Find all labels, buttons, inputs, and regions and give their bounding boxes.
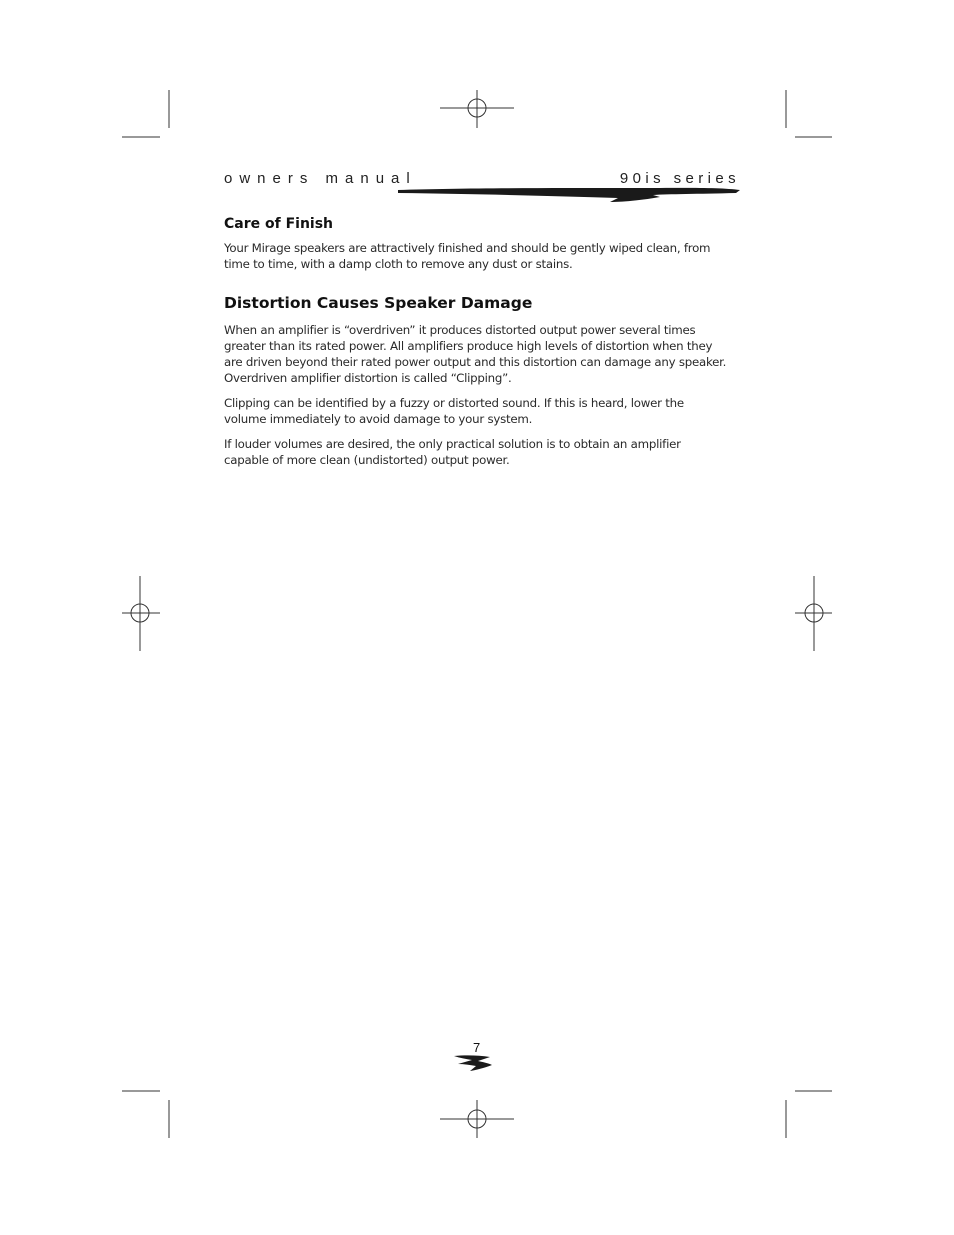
page-content — [224, 216, 728, 477]
distortion-paragraph-2: Clipping can be identified by a fuzzy or distorted sound. If this is heard, lower the volume immediately to avoid damage to your system. — [224, 396, 684, 426]
section-heading-care-of-finish: Care of Finish — [224, 216, 334, 232]
page-number: 7 — [473, 1040, 481, 1055]
care-paragraph: Your Mirage speakers are attractively finished and should be gently wiped clean, from time to time, with a damp cloth to remove any dust or stains. — [224, 241, 711, 271]
header-left-text: owners manual — [224, 170, 417, 187]
distortion-paragraph-3: If louder volumes are desired, the only practical solution is to obtain an amplifier capable of more clean (undistorted) output power. — [224, 437, 681, 467]
header-right-text: 90is series — [619, 170, 740, 187]
header-brush-stroke-icon — [398, 184, 740, 208]
page-footer — [452, 1040, 496, 1074]
section-heading-distortion: Distortion Causes Speaker Damage — [224, 294, 533, 312]
distortion-paragraph-1: When an amplifier is “overdriven” it produces distorted output power several times greater than its rated power. All amplifiers produce high levels of distortion when they are driven beyond their rated power output and this distortion can damage any speaker. Overdriven amplifier distortion is called “Clipping”. — [224, 323, 727, 385]
footer-swoosh-logo-icon — [452, 1052, 496, 1072]
